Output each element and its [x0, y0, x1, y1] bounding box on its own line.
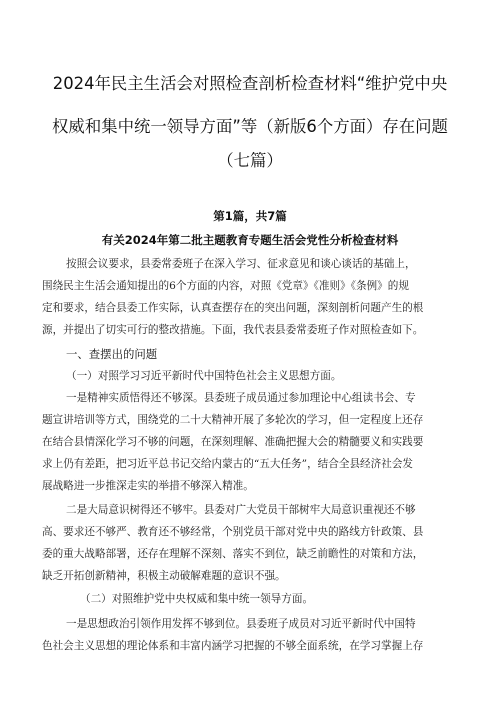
document-title-line-1: 2024年民主生活会对照检查剖析检查材料“维护党中央	[52, 74, 448, 93]
paragraph-line: 一是精神实质悟得还不够深。县委班子成员通过参加理论中心组读书会、专	[66, 392, 416, 404]
paragraph-line: 定和要求，结合县委工作实际，认真查摆存在的突出问题，深刻剖析问题产生的根	[42, 302, 424, 314]
paragraph-line: 按照会议要求，县委常委班子在深入学习、征求意见和谈心谈话的基础上，	[66, 258, 416, 270]
article-title: 有关2024年第二批主题教育专题生活会党性分析检查材料	[101, 233, 399, 247]
paragraph-line: 缺乏开拓创新精神，积极主动破解难题的意识不强。	[42, 570, 286, 582]
paragraph-line: 求上仍有差距，把习近平总书记交给内蒙古的“五大任务”，结合全县经济社会发	[42, 458, 414, 470]
paragraph-line: 高、要求还不够严、教育还不够经常，个别党员干部对党中央的路线方针政策、县	[42, 526, 424, 538]
subsection-heading: （一）对照学习习近平新时代中国特色社会主义思想方面。	[66, 370, 342, 382]
paragraph-line: 委的重大战略部署，还存在理解不深刻、落实不到位，缺乏前瞻性的对策和方法，	[42, 548, 424, 560]
paragraph-line: 展战略进一步推深走实的举措不够深入精准。	[42, 480, 254, 492]
document-title-line-2: 权威和集中统一领导方面”等（新版6个方面）存在问题	[52, 117, 448, 136]
paragraph-line: 围绕民主生活会通知提出的6个方面的内容，对照《党章》《准则》《条例》的规	[42, 280, 409, 292]
paragraph-line: 二是大局意识树得还不够牢。县委对广大党员干部树牢大局意识重视还不够	[66, 504, 416, 516]
paragraph-line: 一是思想政治引领作用发挥不够到位。县委班子成员对习近平新时代中国特	[66, 618, 416, 630]
subsection-heading: （二）对照维护党中央权威和集中统一领导方面。	[80, 593, 314, 605]
paragraph-line: 在结合县情深化学习不够的问题，在深刻理解、准确把握大会的精髓要义和实践要	[42, 436, 424, 448]
paragraph-line: 题宣讲培训等方式，围绕党的二十大精神开展了多轮次的学习，但一定程度上还存	[42, 414, 424, 426]
part-label: 第1篇，共7篇	[213, 209, 287, 223]
paragraph-line: 源，并提出了切实可行的整改措施。下面，我代表县委常委班子作对照检查如下。	[42, 324, 424, 336]
document-title-line-3: （七篇）	[217, 151, 283, 170]
paragraph-line: 色社会主义思想的理论体系和丰富内涵学习把握的不够全面系统，在学习掌握上存	[42, 640, 424, 652]
section-heading: 一、查摆出的问题	[66, 347, 158, 361]
